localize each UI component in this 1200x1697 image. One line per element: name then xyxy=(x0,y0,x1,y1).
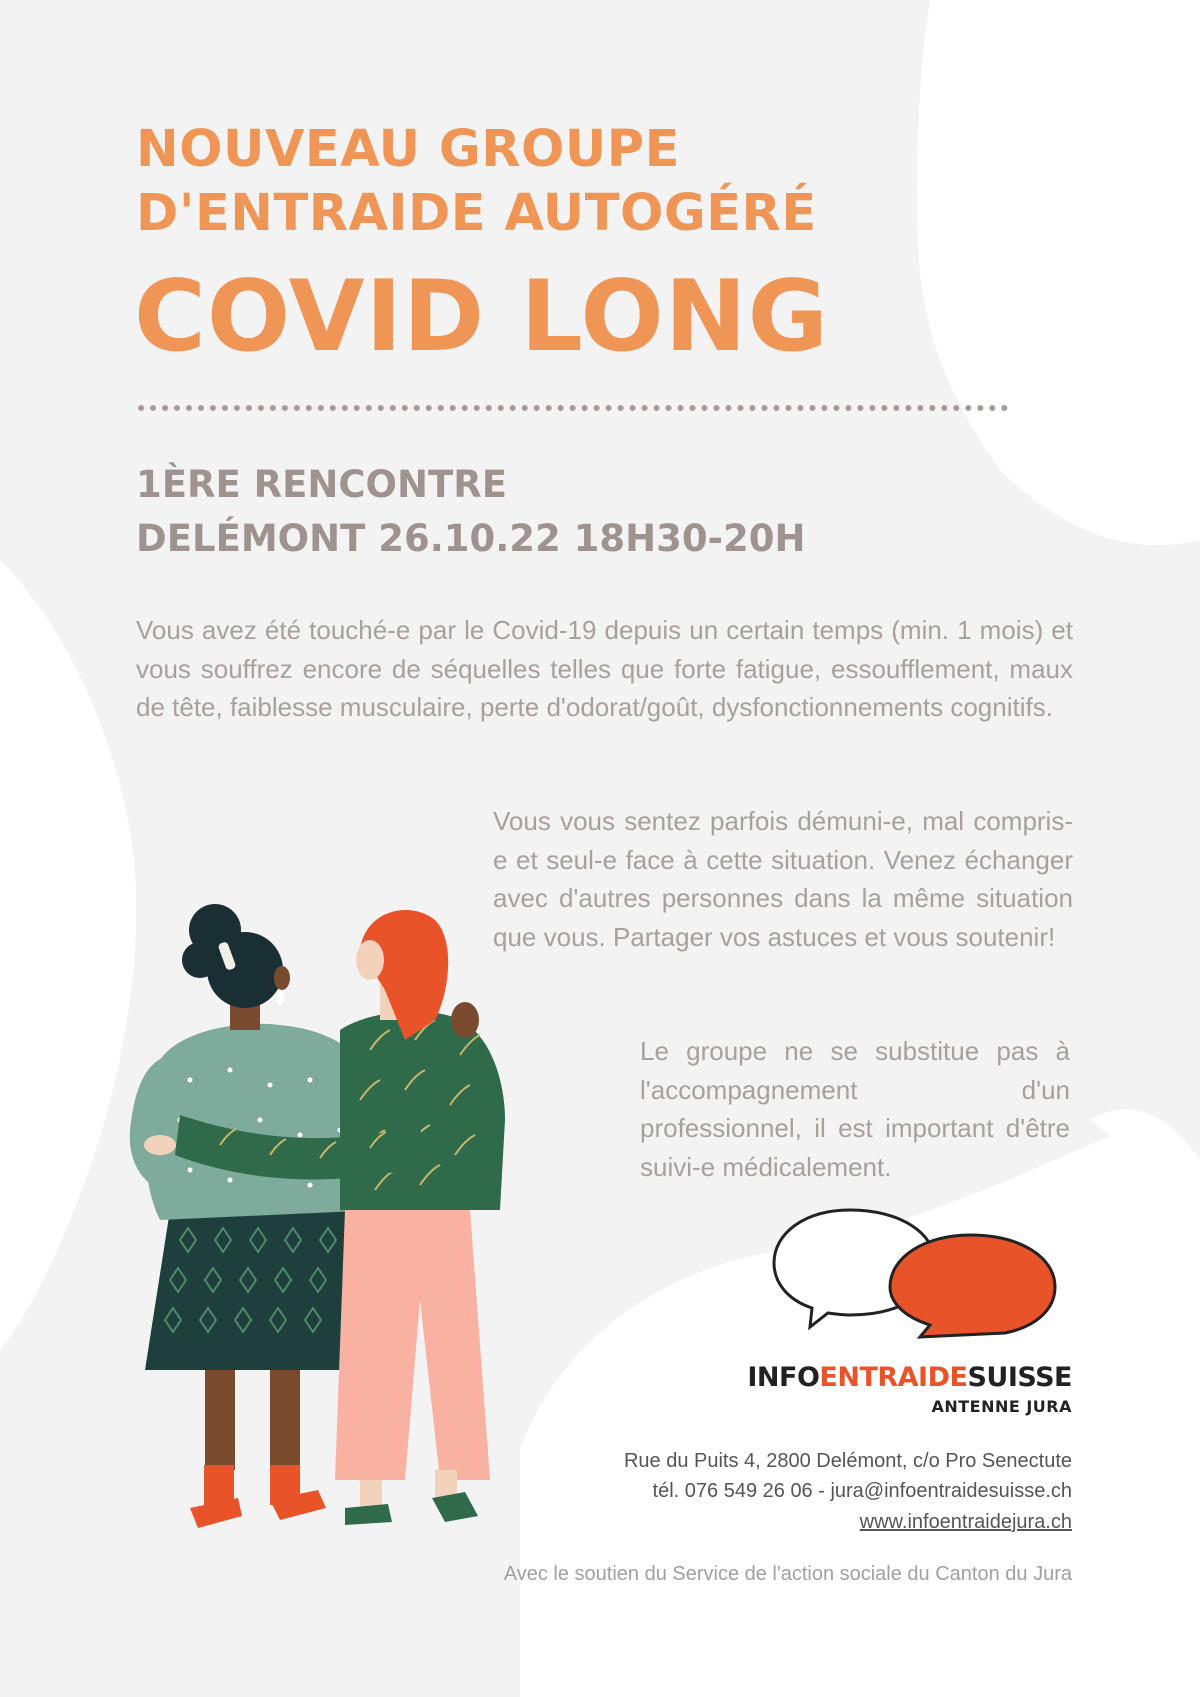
paragraph-invitation: Vous vous sentez parfois démuni-e, mal compris-e et seul-e face à cette situation. Venez échanger avec d'autres personnes dans la même situation que vous. Partager vos astuces et vous soutenir! xyxy=(493,806,1073,952)
contact-phone-email[interactable]: tél. 076 549 26 06 - jura@infoentraidesuisse.ch xyxy=(652,1480,1072,1502)
logo-part-suisse: SUISSE xyxy=(967,1362,1072,1393)
contact-address: Rue du Puits 4, 2800 Delémont, c/o Pro Senectute xyxy=(623,1450,1072,1472)
meeting-line-1: 1ÈRE RENCONTRE xyxy=(136,463,507,506)
meeting-info xyxy=(136,458,1136,566)
support-footer: Avec le soutien du Service de l'action sociale du Canton du Jura xyxy=(503,1563,1072,1585)
two-women-illustration xyxy=(120,880,560,1540)
title-line-2: D'ENTRAIDE AUTOGÉRÉ xyxy=(136,184,817,243)
paragraph-disclaimer: Le groupe ne se substitue pas à l'accompagnement d'un professionnel, il est important d'être suivi-e médicalement. xyxy=(640,1036,1070,1182)
contact-website-link[interactable]: www.infoentraidejura.ch xyxy=(859,1511,1072,1533)
title-line-1: NOUVEAU GROUPE xyxy=(136,120,680,179)
logo-part-info: INFO xyxy=(747,1362,820,1393)
paragraph-symptoms: Vous avez été touché-e par le Covid-19 depuis un certain temps (min. 1 mois) et vous souffrez encore de séquelles telles que forte fatigue, essoufflement, maux de tête, faiblesse musculaire, perte d'odorat/goût, dysfonctionnements cognitifs. xyxy=(136,615,1073,722)
speech-bubbles-icon xyxy=(770,1205,1070,1340)
logo-subtitle: ANTENNE JURA xyxy=(931,1397,1072,1416)
main-title: COVID LONG xyxy=(134,260,830,374)
logo-part-entraide: ENTRAIDE xyxy=(819,1362,968,1393)
infoentraide-logo xyxy=(747,1362,1072,1394)
dotted-divider xyxy=(138,405,1008,411)
title-block xyxy=(136,118,1136,246)
meeting-line-2: DELÉMONT 26.10.22 18H30-20H xyxy=(136,517,806,560)
